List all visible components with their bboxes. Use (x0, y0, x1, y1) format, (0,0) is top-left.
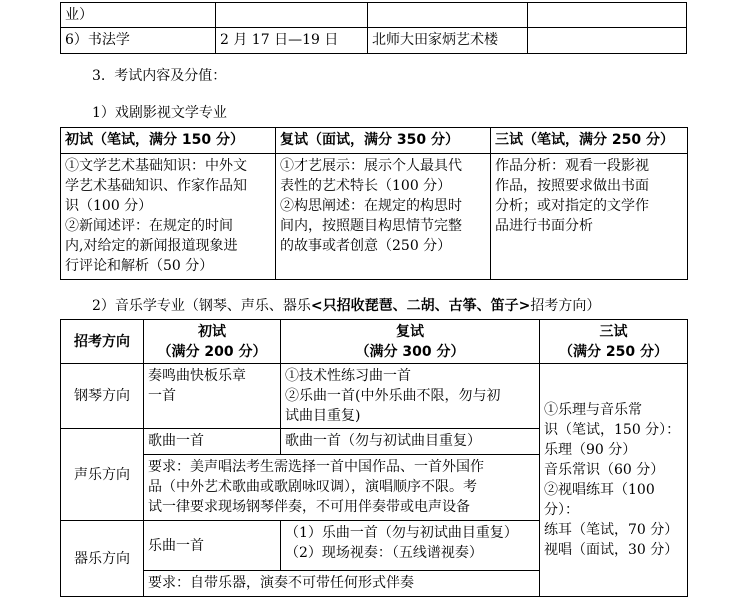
instrument-requirement: 要求：自带乐器，演奏不可带任何形式伴奏 (144, 571, 540, 597)
music-header-first: 初试 （满分 200 分） (144, 320, 281, 364)
schedule-table (60, 2, 687, 54)
instrument-first: 乐曲一首 (144, 521, 281, 571)
music-heading (92, 296, 600, 316)
vocal-second: 歌曲一首（勿与初试曲目重复） (281, 429, 540, 455)
drama-header-first: 初试（笔试，满分 150 分） (61, 128, 276, 154)
schedule-cell (216, 3, 368, 28)
section-heading: 3. 考试内容及分值： (92, 68, 227, 84)
music-table (60, 319, 688, 597)
schedule-cell: 北师大田家炳艺术楼 (368, 28, 528, 54)
music-heading-bold: <只招收琵琶、二胡、古筝、笛子> (310, 298, 531, 314)
drama-header-second: 复试（面试，满分 350 分） (276, 128, 491, 154)
schedule-cell (528, 28, 687, 54)
schedule-cell: 2 月 17 日—19 日 (216, 28, 368, 54)
drama-header-third: 三试（笔试，满分 250 分） (491, 128, 688, 154)
music-heading-end: 招考方向） (530, 298, 601, 314)
schedule-cell: 6）书法学 (61, 28, 216, 54)
drama-heading: 1）戏剧影视文学专业 (92, 105, 227, 121)
piano-direction: 钢琴方向 (61, 364, 144, 429)
music-header-second: 复试 （满分 300 分） (281, 320, 540, 364)
instrument-second: （1）乐曲一首（勿与初试曲目重复） （2）现场视奏：（五线谱视奏） (281, 521, 540, 571)
drama-first-content: ①文学艺术基础知识：中外文 学艺术基础知识、作家作品知 识（100 分） ②新闻述评：在规定的时间 内,对给定的新闻报道现象进 行评论和解析（50 分） (61, 154, 276, 280)
piano-first: 奏鸣曲快板乐章 一首 (144, 364, 281, 429)
vocal-first: 歌曲一首 (144, 429, 281, 455)
drama-third-content: 作品分析：观看一段影视 作品，按照要求做出书面 分析；或对指定的文学作 品进行书面分析 (491, 154, 688, 280)
drama-second-content: ①才艺展示：展示个人最具代 表性的艺术特长（100 分） ②构思阐述：在规定的构思时 间内，按照题目构思情节完整 的故事或者创意（250 分） (276, 154, 491, 280)
music-header-direction: 招考方向 (61, 320, 144, 364)
vocal-direction: 声乐方向 (61, 429, 144, 521)
schedule-cell (528, 3, 687, 28)
music-third-content: ①乐理与音乐常 识（笔试，150 分）： 乐理（90 分） 音乐常识（60 分） ②视唱练耳（100 分）： 练耳（笔试，70 分） 视唱（面试，30 分） (540, 364, 688, 597)
music-heading-start: 2）音乐学专业（钢琴、声乐、器乐 (92, 298, 311, 314)
schedule-cell: 业） (61, 3, 216, 28)
music-header-third: 三试 （满分 250 分） (540, 320, 688, 364)
instrument-direction: 器乐方向 (61, 521, 144, 597)
vocal-requirement: 要求：美声唱法考生需选择一首中国作品、一首外国作 品（中外艺术歌曲或歌剧咏叹调），演唱顺序不限。考 试一律要求现场钢琴伴奏，不可用伴奏带或电声设备 (144, 455, 540, 521)
drama-table (60, 127, 688, 280)
piano-second: ①技术性练习曲一首 ②乐曲一首(中外乐曲不限，勿与初 试曲目重复) (281, 364, 540, 429)
schedule-cell (368, 3, 528, 28)
